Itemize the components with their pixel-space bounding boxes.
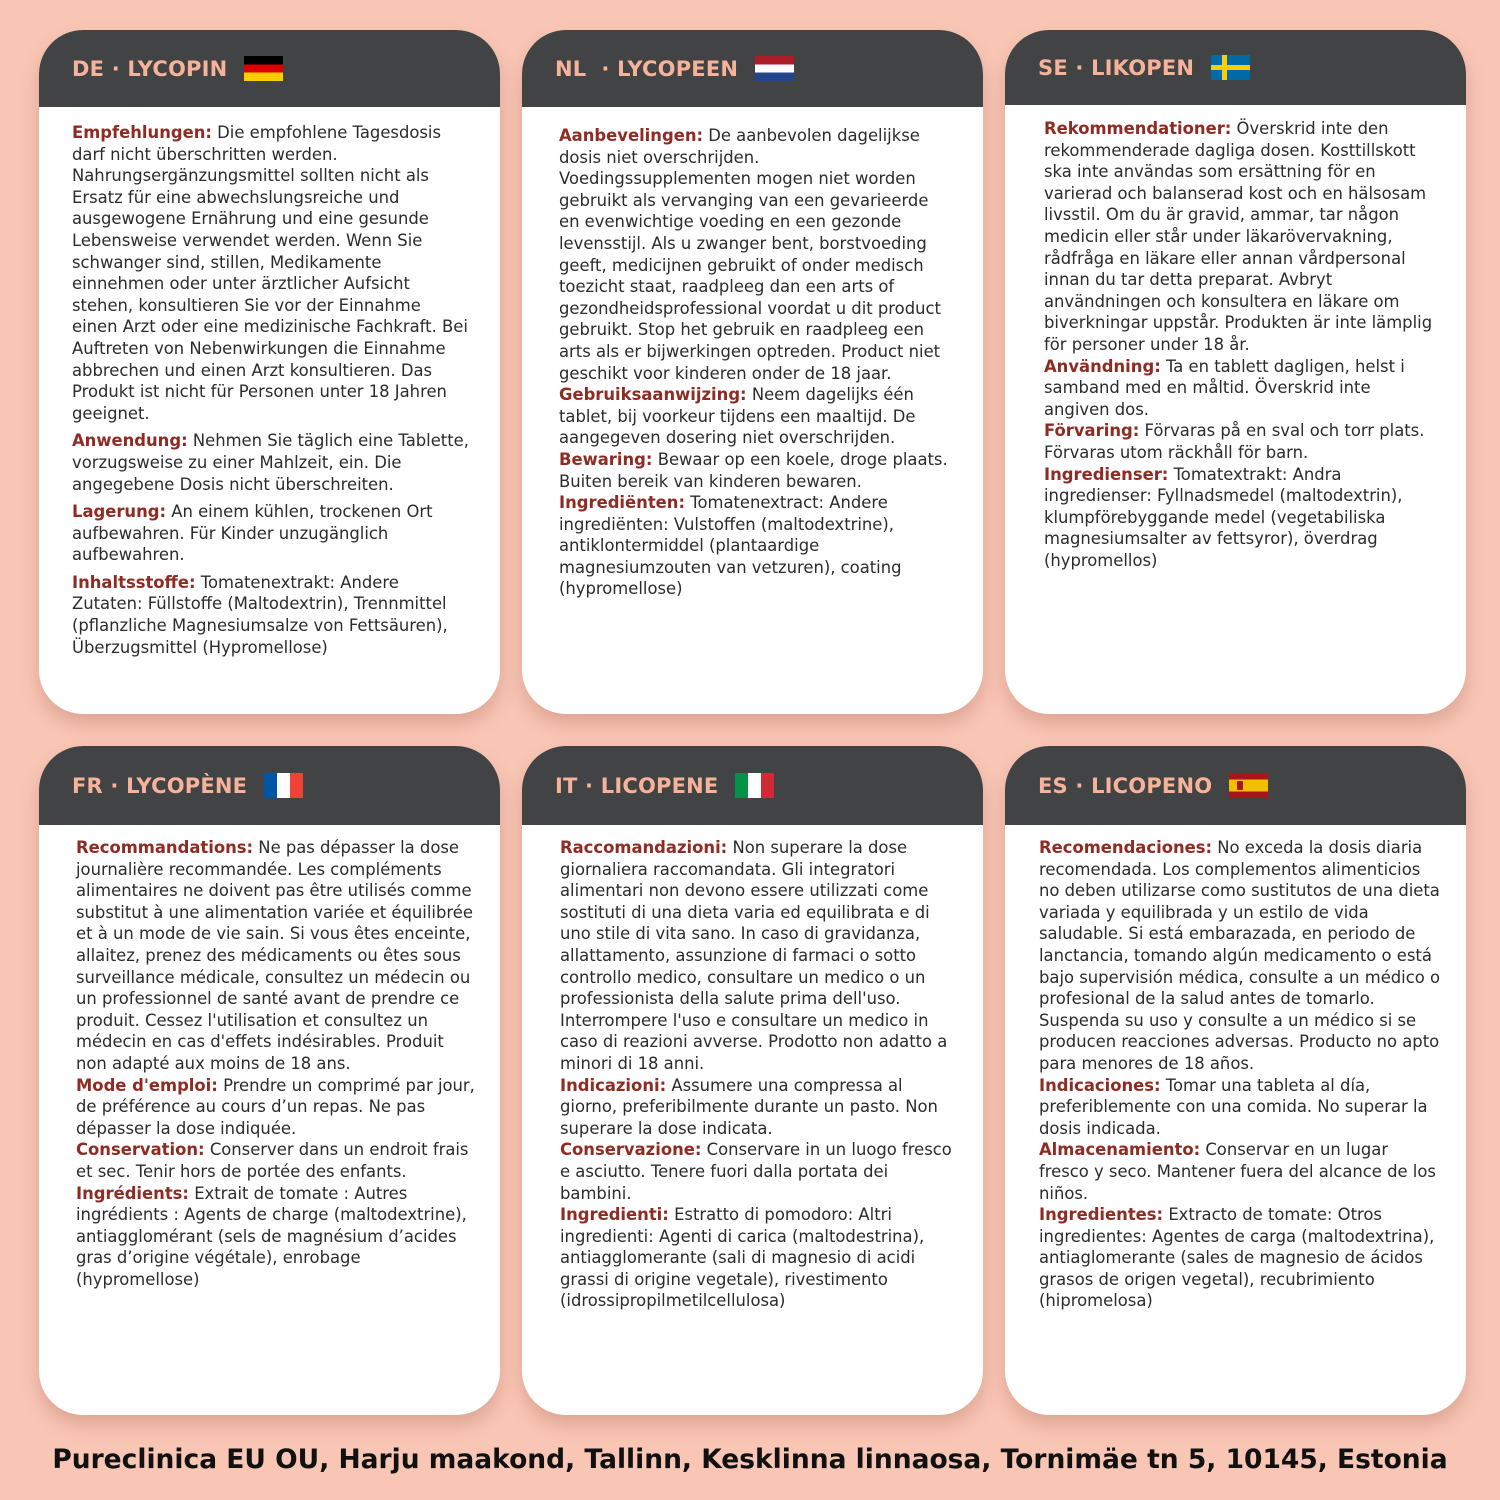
card-title: FR · LYCOPÈNE bbox=[72, 773, 248, 798]
card-title: SE · LIKOPEN bbox=[1038, 55, 1195, 80]
section-text: An einem kühlen, trockenen Ort aufbewahren. Für Kinder unzugänglich aufbewahren. bbox=[72, 502, 433, 565]
section-text: Extracto de tomate: Otros ingredientes: Agentes de carga (maltodextrina), antiaglomerante (sales de magnesio de ácidos grasos de origen vegetal), recubrimiento (hipromelosa) bbox=[1039, 1205, 1435, 1311]
section-label: Recommandations: bbox=[76, 838, 254, 857]
section-storage bbox=[1039, 1139, 1442, 1204]
section-text: De aanbevolen dagelijkse dosis niet overschrijden. Voedingssupplementen mogen niet worden gebruikt als vervanging van een gevarieerde en evenwichtige voeding en een gezonde levensstijl. Als u zwanger bent, borstvoeding geeft, medicijnen gebruikt of onder medisch toezicht staat, raadpleeg dan een arts of gezondheidsprofessional voordat u dit product gebruikt. Stop het gebruik en raadpleeg een arts als er bijwerkingen optreden. Product niet geschikt voor kinderen onder de 18 jaar. bbox=[559, 126, 941, 383]
section-label: Inhaltsstoffe: bbox=[72, 572, 196, 592]
section-text: Conservare in un luogo fresco e asciutto. Tenere fuori dalla portata dei bambini. bbox=[560, 1140, 952, 1203]
section-label: Ingrediënten: bbox=[559, 493, 686, 513]
section-text: No exceda la dosis diaria recomendada. Los complementos alimenticios no deben utilizarse como sustitutos de una dieta variada y equilibrada y un estilo de vida saludable. Si está embarazada, en periodo de lanctancia, tomando algún medicamento o está bajo supervisión médica, consulte a un médico o profesional de la salud antes de tomarlo. Suspenda su uso y consulte a un médico si se producen reacciones adversas. Producto no apto para menores de 18 años. bbox=[1039, 838, 1441, 1073]
card-de bbox=[39, 30, 500, 714]
section-text: Tomatextrakt: Andra ingredienser: Fyllnadsmedel (maltodextrin), klumpförebyggande medel (vegetabiliska magnesiumsalter av fettsyror), överdrag (hypromellos) bbox=[1044, 464, 1403, 570]
section-label: Almacenamiento: bbox=[1039, 1140, 1201, 1160]
section-text: Tomar una tableta al día, preferiblemente con una comida. No superar la dosis indicada. bbox=[1039, 1075, 1428, 1138]
section-label: Anwendung: bbox=[72, 431, 188, 451]
section-label: Mode d'emploi: bbox=[76, 1075, 218, 1095]
section-storage bbox=[72, 501, 470, 566]
sweden-flag-icon bbox=[1211, 55, 1250, 80]
section-label: Aanbevelingen: bbox=[559, 126, 704, 145]
company-address: Pureclinica EU OU, Harju maakond, Tallinn, Kesklinna linnaosa, Tornimäe tn 5, 10145, Estonia bbox=[52, 1444, 1448, 1475]
section-text: Ne pas dépasser la dose journalière recommandée. Les compléments alimentaires ne doivent pas être utilisés comme substitut à une alimentation variée et équilibrée et à un mode de vie sain. Si vous êtes enceinte, allaitez, prenez des médicaments ou êtes sous surveillance médicale, consultez un médecin ou un professionnel de santé avant de prendre ce produit. Cessez l'utilisation et consultez un médecin en cas d'effets indésirables. Produit non adapté aux moins de 18 ans. bbox=[76, 838, 473, 1073]
section-label: Indicazioni: bbox=[560, 1075, 667, 1095]
section-text: Extrait de tomate : Autres ingrédients : Agents de charge (maltodextrine), antiagglomérant (sels de magnésium d’acides gras d’origine végétale), enrobage (hypromellose) bbox=[76, 1183, 467, 1289]
card-body bbox=[39, 107, 500, 658]
card-it bbox=[522, 746, 983, 1415]
section-usage bbox=[1039, 1075, 1442, 1140]
section-ingredients bbox=[560, 1204, 953, 1312]
section-storage bbox=[559, 449, 953, 492]
section-label: Användning: bbox=[1044, 356, 1161, 376]
card-title: ES · LICOPENO bbox=[1038, 773, 1213, 798]
section-label: Conservation: bbox=[76, 1140, 205, 1160]
section-text: Överskrid inte den rekommenderade dagliga dosen. Kosttillskott ska inte användas som ersättning för en varierad och balanserad kost och en hälsosam livsstil. Om du är gravid, ammar, tar någon medicin eller står under läkarövervakning, rådfråga en läkare eller annan vårdpersonal innan du tar detta preparat. Avbryt användningen och konsultera en läkare om biverkningar uppstår. Produkten är inte lämplig för personer under 18 år. bbox=[1044, 119, 1433, 354]
section-label: Gebruiksaanwijzing: bbox=[559, 385, 747, 405]
section-text: Bewaar op een koele, droge plaats. Buiten bereik van kinderen bewaren. bbox=[559, 449, 948, 491]
section-text: Prendre un comprimé par jour, de préférence au cours d’un repas. Ne pas dépasser la dose indiquée. bbox=[76, 1075, 475, 1138]
section-label: Empfehlungen: bbox=[72, 123, 212, 142]
section-storage bbox=[76, 1139, 478, 1182]
section-storage bbox=[560, 1139, 953, 1204]
card-body bbox=[522, 825, 983, 1312]
section-label: Ingredienser: bbox=[1044, 464, 1169, 484]
section-usage bbox=[559, 384, 953, 449]
card-title: IT · LICOPENE bbox=[555, 773, 719, 798]
section-recommendations bbox=[72, 122, 470, 424]
section-ingredients bbox=[76, 1183, 478, 1291]
section-text: Neem dagelijks één tablet, bij voorkeur tijdens een maaltijd. De aangegeven dosering niet overschrijden. bbox=[559, 385, 916, 448]
section-text: Förvaras på en sval och torr plats. Förvaras utom räckhåll för barn. bbox=[1044, 421, 1425, 462]
section-label: Recomendaciones: bbox=[1039, 838, 1213, 857]
card-header bbox=[522, 746, 983, 825]
france-flag-icon bbox=[264, 773, 303, 798]
section-recommendations bbox=[76, 837, 478, 1075]
section-label: Raccomandazioni: bbox=[560, 838, 728, 857]
germany-flag-icon bbox=[244, 56, 283, 81]
section-ingredients bbox=[1039, 1204, 1442, 1312]
card-es bbox=[1005, 746, 1466, 1415]
section-usage bbox=[72, 430, 470, 495]
section-text: Estratto di pomodoro: Altri ingredienti: Agenti di carica (maltodestrina), antiagglomerante (sali di magnesio di acidi grassi di origine vegetale), rivestimento (idrossipropilmetilcellulosa) bbox=[560, 1205, 925, 1311]
spain-flag-icon bbox=[1229, 773, 1268, 798]
italy-flag-icon bbox=[735, 773, 774, 798]
section-text: Tomatenextract: Andere ingrediënten: Vulstoffen (maltodextrine), antiklontermiddel (plantaardige magnesiumzouten van vetzuren), coating (hypromellose) bbox=[559, 493, 902, 599]
card-header bbox=[522, 30, 983, 107]
section-label: Indicaciones: bbox=[1039, 1075, 1161, 1095]
card-fr bbox=[39, 746, 500, 1415]
section-recommendations bbox=[1044, 118, 1436, 356]
card-se bbox=[1005, 30, 1466, 714]
section-label: Conservazione: bbox=[560, 1140, 702, 1160]
netherlands-flag-icon bbox=[755, 56, 794, 81]
section-storage bbox=[1044, 420, 1436, 463]
card-title: NL · LYCOPEEN bbox=[555, 56, 739, 81]
section-label: Ingrédients: bbox=[76, 1183, 189, 1203]
card-body bbox=[1005, 105, 1466, 571]
section-usage bbox=[560, 1075, 953, 1140]
section-label: Ingredienti: bbox=[560, 1205, 669, 1225]
section-label: Förvaring: bbox=[1044, 421, 1140, 441]
section-usage bbox=[1044, 356, 1436, 421]
section-label: Ingredientes: bbox=[1039, 1205, 1164, 1225]
card-header bbox=[1005, 746, 1466, 825]
section-text: Ta en tablett dagligen, helst i samband med en måltid. Överskrid inte angiven dos. bbox=[1044, 356, 1405, 419]
section-usage bbox=[76, 1075, 478, 1140]
section-recommendations bbox=[559, 125, 953, 384]
card-title: DE · LYCOPIN bbox=[72, 56, 228, 81]
card-header bbox=[39, 30, 500, 107]
section-ingredients bbox=[72, 572, 470, 658]
section-text: Conservar en un lugar fresco y seco. Mantener fuera del alcance de los niños. bbox=[1039, 1140, 1436, 1203]
section-ingredients bbox=[559, 492, 953, 600]
card-header bbox=[1005, 30, 1466, 105]
card-header bbox=[39, 746, 500, 825]
section-recommendations bbox=[560, 837, 953, 1075]
section-text: Non superare la dose giornaliera raccomandata. Gli integratori alimentari non devono essere utilizzati come sostituti di una dieta varia ed equilibrata e di uno stile di vita sano. In caso di gravidanza, allattamento, assunzione di farmaci o sotto controllo medico, consultare un medico o un professionista della salute prima dell'uso. Interrompere l'uso e consultare un medico in caso di reazioni avverse. Prodotto non adatto a minori di 18 anni. bbox=[560, 838, 948, 1073]
card-body bbox=[1005, 825, 1466, 1312]
section-text: Tomatenextrakt: Andere Zutaten: Füllstoffe (Maltodextrin), Trennmittel (pflanzliche Magnesiumsalze von Fettsäuren), Überzugsmittel (Hypromellose) bbox=[72, 572, 448, 657]
section-text: Conserver dans un endroit frais et sec. Tenir hors de portée des enfants. bbox=[76, 1140, 469, 1181]
section-label: Lagerung: bbox=[72, 502, 167, 522]
card-body bbox=[522, 107, 983, 600]
card-nl bbox=[522, 30, 983, 714]
section-label: Bewaring: bbox=[559, 449, 653, 469]
section-text: Die empfohlene Tagesdosis darf nicht überschritten werden. Nahrungsergänzungsmittel sollten nicht als Ersatz für eine abwechslungsreiche und ausgewogene Ernährung und eine gesunde Lebensweise verwendet werden. Wenn Sie schwanger sind, stillen, Medikamente einnehmen oder unter ärztlicher Aufsicht stehen, konsultieren Sie vor der Einnahme einen Arzt oder eine medizinische Fachkraft. Bei Auftreten von Nebenwirkungen die Einnahme abbrechen und einen Arzt konsultieren. Das Produkt ist nicht für Personen unter 18 Jahren geeignet. bbox=[72, 123, 468, 423]
section-ingredients bbox=[1044, 464, 1436, 572]
section-label: Rekommendationer: bbox=[1044, 119, 1232, 138]
section-text: Assumere una compressa al giorno, preferibilmente durante un pasto. Non superare la dose indicata. bbox=[560, 1075, 938, 1138]
section-recommendations bbox=[1039, 837, 1442, 1075]
card-body bbox=[39, 825, 500, 1290]
section-text: Nehmen Sie täglich eine Tablette, vorzugsweise zu einer Mahlzeit, ein. Die angegebene Dosis nicht überschreiten. bbox=[72, 431, 469, 494]
